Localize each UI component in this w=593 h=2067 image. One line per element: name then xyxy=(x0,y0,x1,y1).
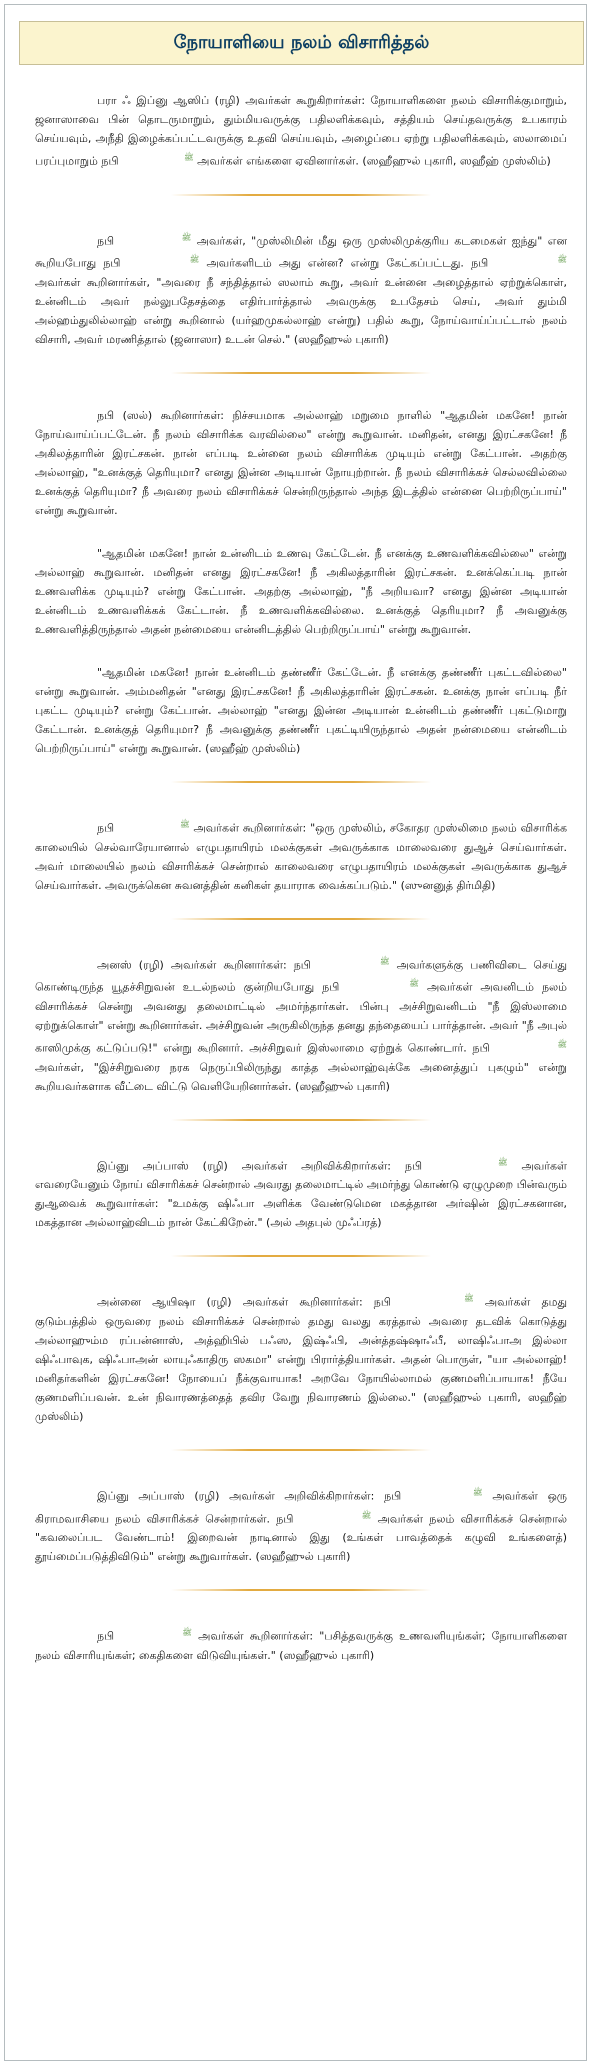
pbuh-glyph: ﷺ xyxy=(379,956,390,966)
hadith-paragraph: நபி ﷺ அவர்கள் கூறினார்கள்: "பசித்தவருக்கு உணவளியுங்கள்; நோயாளிகளை நலம் விசாரியுங்கள்; கைதிகளை விடுவியுங்கள்." (ஸஹீஹுல் புகாரி) xyxy=(35,1623,567,1665)
pbuh-glyph: ﷺ xyxy=(557,255,567,265)
hadith-section xyxy=(35,815,567,895)
hadith-paragraph: "ஆதமின் மகனே! நான் உன்னிடம் உணவு கேட்டேன். நீ எனக்கு உணவளிக்கவில்லை" என்று அல்லாஹ் கூறுவான். மனிதன் எனது இரட்சகனே! நீ அகிலத்தாரின் இரட்சகன். உனக்கெப்படி நான் உணவளிக்க முடியும்? என்று கேட்பான். அதற்கு அல்லாஹ், "நீ அறியவா? எனது இன்ன அடியான் உன்னிடம் உணவளிக்கக் கேட்டான். நீ உணவளிக்கவில்லை. உனக்குத் தெரியுமா? நீ அவனுக்கு உணவளித்திருந்தால் அதன் நன்மையை என்னிடத்தில் பெற்றிருப்பாய்" என்று கூறுவான். xyxy=(35,546,567,636)
section-divider xyxy=(171,1255,431,1257)
page-frame xyxy=(4,4,587,2061)
section-divider xyxy=(171,781,431,783)
pbuh-glyph: ﷺ xyxy=(189,255,200,265)
pbuh-glyph: ﷺ xyxy=(181,232,192,242)
hadith-paragraph: நபி (ஸல்) கூறினார்கள்: நிச்சயமாக அல்லாஹ் மறுமை நாளில் "ஆதமின் மகனே! நான் நோய்வாய்ப்பட்டேன். நீ நலம் விசாரிக்க வரவில்லை" என்று கூறுவான். மனிதன், எனது இரட்சகனே! நீ அகிலத்தாரின் இரட்சகன். நான் எப்படி உன்னை நலம் விசாரிக்க முடியும் என்று கேட்பான். அதற்கு அல்லாஹ், "உனக்குத் தெரியுமா? எனது இன்ன அடியான் நோயுற்றான். நீ நலம் விசாரிக்கச் செல்லவில்லை உனக்குத் தெரியுமா? நீ அவரை நலம் விசாரிக்கச் சென்றிருந்தால் அந்த இடத்தில் என்னை பெற்றிருப்பாய்" என்று கூறுவான். xyxy=(35,408,567,517)
hadith-section xyxy=(35,1483,567,1566)
pbuh-glyph: ﷺ xyxy=(183,153,194,162)
hadith-section xyxy=(35,1153,567,1233)
hadith-paragraph: நபி ﷺ அவர்கள் கூறினார்கள்: "ஒரு முஸ்லிம், சகோதர முஸ்லிமை நலம் விசாரிக்க காலையில் செல்வாரேயானால் எழுபதாயிரம் மலக்குகள் அவருக்காக மாலைவரை துஆச் செய்வார்கள். அவர் மாலையில் நலம் விசாரிக்கச் சென்றால் காலைவரை எழுபதாயிரம் மலக்குகள் அவருக்காக துஆச் செய்வார்கள். அவருக்கென சுவனத்தின் கனிகள் தயாராக வைக்கப்படும்." (ஸுனனுத் திர்மிதி) xyxy=(35,815,567,895)
hadith-section xyxy=(35,1623,567,1665)
hadith-section xyxy=(35,91,567,171)
section-divider xyxy=(171,194,431,196)
pbuh-glyph: ﷺ xyxy=(464,1294,474,1304)
hadith-paragraph: பரா ஃ இப்னு ஆஸிப் (ரழி) அவர்கள் கூறுகிறார்கள்: நோயாளிகளை நலம் விசாரிக்குமாறும், ஜனாஸாவை பின் தொடருமாறும், தும்மியவருக்கு பதிலளிக்கவும், சத்தியம் செய்தவருக்கு உபகாரம் செய்யவும், அநீதி இழைக்கப்பட்டவருக்கு உதவி செய்யவும், அழைப்பை ஏற்று பதிலளிக்கவும், ஸலாமைப் பரப்புமாறும் நபி ﷺ அவர்கள் எங்களை ஏவினார்கள். (ஸஹீஹுல் புகாரி, ஸஹீஹ் முஸ்லிம்) xyxy=(35,94,567,168)
hadith-paragraph: அன்னை ஆயிஷா (ரழி) அவர்கள் கூறினார்கள்: நபி ﷺ அவர்கள் தமது குடும்பத்தில் ஒருவரை நலம் விசாரிக்கச் சென்றால் தமது வலது கரத்தால் அவரை தடவிக் கொடுத்து அல்லாஹும்ம ரப்பன்னாஸ், அத்ஹிபில் பஃஸ, இஷ்ஃபி, அன்த்தஷ்ஷாஃபீ, லாஷிஃபாஅ இல்லா ஷிஃபாவுக, ஷிஃபாஅன் லாயுஃகாதிரு ஸகமா" என்று பிரார்த்தியார்கள். அதன் பொருள், "யா அல்லாஹ்! மனிதர்களின் இரட்சகனே! நோயைப் நீக்குவாயாக! அறவே நோயில்லாமல் குணமளிப்பாயாக! நீயே குணமளிப்பவன். உன் நிவாரணத்தைத் தவிர வேறு நிவாரணம் இல்லை." (ஸஹீஹுல் புகாரி, ஸஹீஹ் முஸ்லிம்) xyxy=(35,1289,567,1426)
pbuh-glyph: ﷺ xyxy=(361,1510,372,1520)
pbuh-glyph: ﷺ xyxy=(497,1157,508,1167)
hadith-section xyxy=(35,406,567,758)
pbuh-glyph: ﷺ xyxy=(179,819,190,829)
hadith-section xyxy=(35,228,567,349)
hadith-section xyxy=(35,952,567,1096)
hadith-paragraph: நபி ﷺ அவர்கள், "முஸ்லிமின் மீது ஒரு முஸ்லிமுக்குரிய கடமைகள் ஐந்து" என கூறியபோது நபி ﷺ அவர்களிடம் அது என்ன? என்று கேட்கப்பட்டது. நபி ﷺ அவர்கள் கூறினார்கள், "அவரை நீ சந்தித்தால் ஸலாம் கூறு, அவர் உன்னை அழைத்தால் ஏற்றுக்கொள், உன்னிடம் அவர் நல்லுபதேசத்தை எதிர்பார்த்தால் அவருக்கு உபதேசம் செய், அவர் தும்மி அல்ஹம்துலில்லாஹ் என்று கூறினால் (யர்ஹமுகல்லாஹ் என்று) பதில் கூறு, நோய்வாய்ப்பட்டால் நலம் விசாரி, அவர் மரணித்தால் (ஜனாஸா) உடன் செல்." (ஸஹீஹுல் புகாரி) xyxy=(35,228,567,349)
section-divider xyxy=(171,372,431,374)
hadith-paragraph: இப்னு அப்பாஸ் (ரழி) அவர்கள் அறிவிக்கிறார்கள்: நபி ﷺ அவர்கள் எவரையேனும் நோய் விசாரிக்கச் சென்றால் அவரது தலைமாட்டில் அமர்ந்து கொண்டு ஏழுமுறை பின்வரும் துஆவைக் கூறுவார்கள்: "உமக்கு ஷிஃபா அளிக்க வேண்டுமென மகத்தான அர்ஷின் இரட்சகனான, மகத்தான அல்லாஹ்விடம் நான் கேட்கிறேன்." (அல் அதபுல் முஃப்ரத்) xyxy=(35,1153,567,1233)
hadith-paragraph: இப்னு அப்பாஸ் (ரழி) அவர்கள் அறிவிக்கிறார்கள்: நபி ﷺ அவர்கள் ஒரு கிராமவாசியை நலம் விசாரிக்கச் சென்றார்கள். நபி ﷺ அவர்கள் நலம் விசாரிக்கச் சென்றால் "கவலைப்பட வேண்டாம்! இறைவன் நாடினால் இது (உங்கள் பாவத்தைக் கழுவி உங்களைத்) தூய்மைப்படுத்திவிடும்" என்று கூறுவார்கள். (ஸஹீஹுல் புகாரி) xyxy=(35,1483,567,1566)
hadith-paragraph: "ஆதமின் மகனே! நான் உன்னிடம் தண்ணீர் கேட்டேன். நீ எனக்கு தண்ணீர் புகட்டவில்லை" என்று கூறுவான். அம்மனிதன் "எனது இரட்சகனே! நீ அகிலத்தாரின் இரட்சகன். உனக்கு நான் எப்படி நீர் புகட்ட முடியும்? என்று கேட்பான். அல்லாஹ் "எனது இன்ன அடியான் உன்னிடம் தண்ணீர் புகட்டுமாறு கேட்டான். உனக்குத் தெரியுமா? நீ அவனுக்கு தண்ணீர் புகட்டியிருந்தால் அதன் நன்மையை என்னிடம் பெற்றிருப்பாய்" என்று கூறுவான். (ஸஹீஹ் முஸ்லிம்) xyxy=(35,665,567,755)
pbuh-glyph: ﷺ xyxy=(409,979,419,989)
pbuh-glyph: ﷺ xyxy=(182,1628,192,1638)
pbuh-glyph: ﷺ xyxy=(557,1039,567,1049)
hadith-section xyxy=(35,1289,567,1426)
section-divider xyxy=(171,1449,431,1451)
page-title: நோயாளியை நலம் விசாரித்தல் xyxy=(173,31,430,53)
section-divider xyxy=(171,1589,431,1591)
pbuh-glyph: ﷺ xyxy=(472,1487,483,1497)
section-divider xyxy=(171,918,431,920)
article-body xyxy=(35,91,567,1665)
hadith-paragraph: அனஸ் (ரழி) அவர்கள் கூறினார்கள்: நபி ﷺ அவர்களுக்கு பணிவிடை செய்து கொண்டிருந்த யூதச்சிறுவன் உடல்நலம் குன்றியபோது நபி ﷺ அவர்கள் அவனிடம் நலம் விசாரிக்கச் சென்று அவனது தலைமாட்டில் அமர்ந்தார்கள். பின்பு அச்சிறுவனிடம் "நீ இஸ்லாமை ஏற்றுக்கொள்" என்று கூறினார்கள். அச்சிறுவன் அருகிலிருந்த தனது தந்தையைப் பார்த்தான். அவர் "நீ அபுல் காஸிமுக்கு கட்டுப்படு!" என்று கூறினார். அச்சிறுவர் இஸ்லாமை ஏற்றுக் கொண்டார். நபி ﷺ அவர்கள், "இச்சிறுவரை நரக நெருப்பிலிருந்து காத்த அல்லாஹ்வுக்கே அனைத்துப் புகழும்" என்று கூறியவர்களாக வீட்டை விட்டு வெளியேறினார்கள். (ஸஹீஹுல் புகாரி) xyxy=(35,952,567,1096)
title-banner xyxy=(19,21,584,65)
section-divider xyxy=(171,1119,431,1121)
